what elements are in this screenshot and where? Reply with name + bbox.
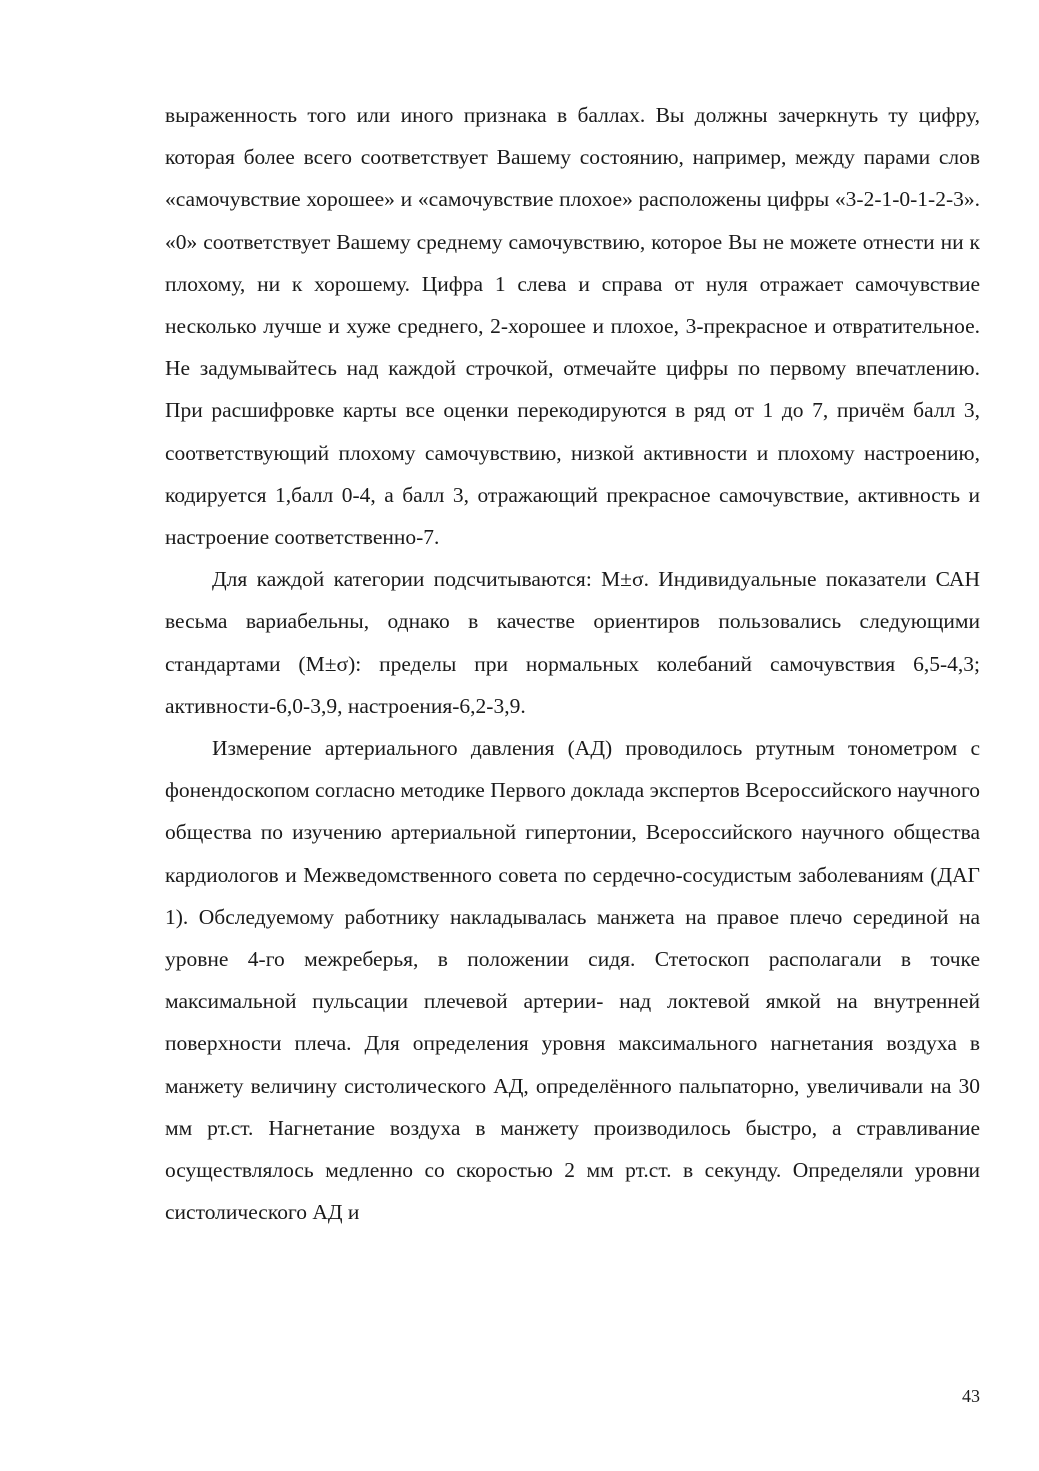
paragraph-continued: выраженность того или иного признака в баллах. Вы должны зачеркнуть ту цифру, которая более всего соответствует Вашему состоянию, например, между парами слов «самочувствие хорошее» и «самочувствие плохое» расположены цифры «3-2-1-0-1-2-3». «0» соответствует Вашему среднему самочувствию, которое Вы не можете отнести ни к плохому, ни к хорошему. Цифра 1 слева и справа от нуля отражает самочувствие несколько лучше и хуже среднего, 2-хорошее и плохое, 3-прекрасное и отвратительное. Не задумывайтесь над каждой строчкой, отмечайте цифры по первому впечатлению. При расшифровке карты все оценки перекодируются в ряд от 1 до 7, причём балл 3, соответствующий плохому самочувствию, низкой активности и плохому настроению, кодируется 1,балл 0-4, а балл 3, отражающий прекрасное самочувствие, активность и настроение соответственно-7. <box>165 103 980 550</box>
body-text <box>165 94 980 1233</box>
paragraph-san-statistics: Для каждой категории подсчитываются: M±σ. Индивидуальные показатели САН весьма вариабельны, однако в качестве ориентиров пользовались следующими стандартами (M±σ): пределы при нормальных колебаний самочувствия 6,5-4,3; активности-6,0-3,9, настроения-6,2-3,9. <box>165 567 980 718</box>
paragraph-blood-pressure: Измерение артериального давления (АД) проводилось ртутным тонометром с фонендоскопом согласно методике Первого доклада экспертов Всероссийского научного общества по изучению артериальной гипертонии, Всероссийского научного общества кардиологов и Межведомственного совета по сердечно-сосудистым заболеваниям (ДАГ 1). Обследуемому работнику накладывалась манжета на правое плечо серединой на уровне 4-го межреберья, в положении сидя. Стетоскоп располагали в точке максимальной пульсации плечевой артерии- над локтевой ямкой на внутренней поверхности плеча. Для определения уровня максимального нагнетания воздуха в манжету величину систолического АД, определённого пальпаторно, увеличивали на 30 мм рт.ст. Нагнетание воздуха в манжету производилось быстро, а стравливание осуществлялось медленно со скоростью 2 мм рт.ст. в секунду. Определяли уровни систолического АД и <box>165 736 980 1225</box>
page-number: 43 <box>962 1386 980 1406</box>
